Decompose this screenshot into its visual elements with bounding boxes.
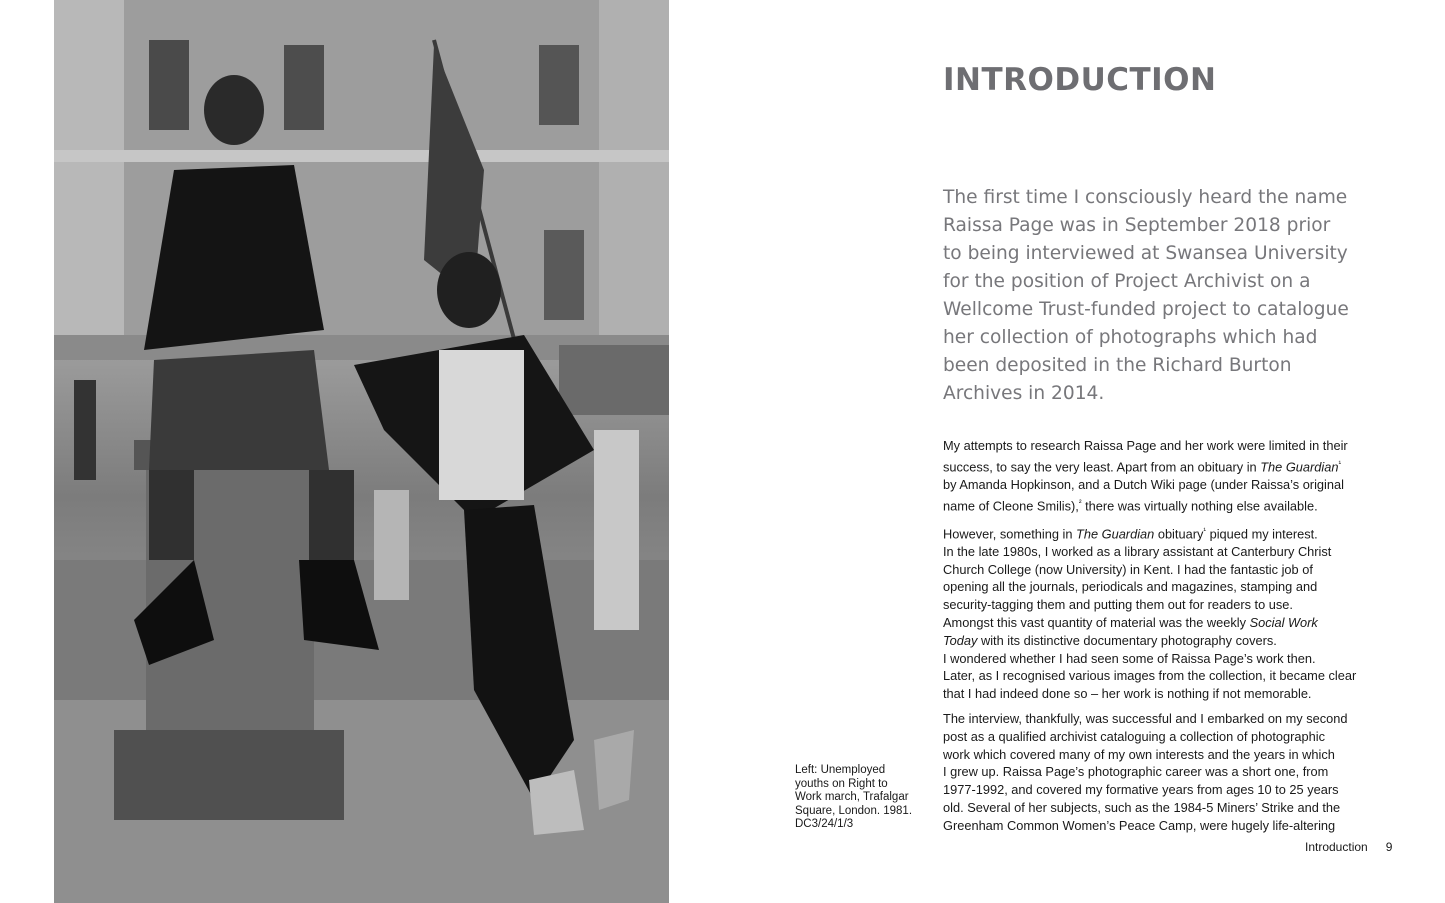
text-run: Church College (now University) in Kent. I had the fantastic job of bbox=[943, 561, 1313, 577]
footnote-ref: ¹ bbox=[1203, 525, 1207, 535]
body-line bbox=[943, 799, 1383, 817]
text-run: work which covered many of my own interests and the years in which bbox=[943, 746, 1335, 762]
body-line bbox=[943, 578, 1383, 596]
running-footer bbox=[1305, 840, 1392, 854]
body-line bbox=[943, 522, 1383, 543]
text-run: piqued my interest. bbox=[1206, 525, 1318, 541]
body-line bbox=[943, 596, 1383, 614]
photo-caption bbox=[795, 764, 915, 832]
lead-line: Archives in 2014. bbox=[943, 383, 1105, 404]
caption-line: youths on Right to bbox=[795, 777, 888, 790]
caption-line: Square, London. 1981. bbox=[795, 804, 913, 817]
text-run: security-tagging them and putting them out for readers to use. bbox=[943, 597, 1293, 613]
text-run: there was virtually nothing else available. bbox=[1081, 497, 1318, 513]
italic-text: The Guardian bbox=[1260, 459, 1339, 475]
text-run: However, something in bbox=[943, 525, 1077, 541]
photograph-illustration bbox=[54, 0, 669, 903]
text-run: old. Several of her subjects, such as the 1984-5 Miners’ Strike and the bbox=[943, 799, 1341, 815]
text-run: In the late 1980s, I worked as a library assistant at Canterbury Christ bbox=[943, 543, 1332, 559]
text-run: success, to say the very least. Apart from an obituary in bbox=[943, 459, 1261, 475]
body-line bbox=[943, 763, 1383, 781]
body-paragraph bbox=[943, 437, 1383, 515]
lead-line: The first time I consciously heard the name bbox=[943, 187, 1348, 208]
body-line bbox=[943, 543, 1383, 561]
body-line bbox=[943, 746, 1383, 764]
text-run: with its distinctive documentary photography covers. bbox=[977, 632, 1277, 648]
text-run: 1977-1992, and covered my formative years from ages 10 to 25 years bbox=[943, 782, 1339, 798]
text-run: Amongst this vast quantity of material was the weekly bbox=[943, 614, 1250, 630]
italic-text: The Guardian bbox=[1076, 525, 1155, 541]
body-line bbox=[943, 710, 1383, 728]
text-run: Greenham Common Women’s Peace Camp, were hugely life-altering bbox=[943, 817, 1336, 833]
lead-line: Wellcome Trust-funded project to catalogue bbox=[943, 299, 1349, 320]
body-line bbox=[943, 632, 1383, 650]
text-run: My attempts to research Raissa Page and her work were limited in their bbox=[943, 438, 1348, 453]
lead-line: her collection of photographs which had bbox=[943, 327, 1318, 348]
caption-line: Left: Unemployed bbox=[795, 764, 886, 776]
lead-line: Raissa Page was in September 2018 prior bbox=[943, 215, 1331, 236]
body-line bbox=[943, 437, 1383, 455]
text-run: opening all the journals, periodicals and magazines, stamping and bbox=[943, 579, 1318, 595]
text-run: I wondered whether I had seen some of Raissa Page’s work then. bbox=[943, 650, 1316, 666]
body-line bbox=[943, 561, 1383, 579]
lead-line: been deposited in the Richard Burton bbox=[943, 355, 1292, 376]
photograph bbox=[54, 0, 669, 903]
lead-line: to being interviewed at Swansea University bbox=[943, 243, 1348, 264]
italic-text: Today bbox=[943, 632, 978, 648]
body-text bbox=[943, 437, 1383, 842]
body-line bbox=[943, 817, 1383, 835]
page-title: INTRODUCTION bbox=[943, 62, 1217, 98]
body-line bbox=[943, 614, 1383, 632]
body-line bbox=[943, 685, 1383, 703]
text-run: Later, as I recognised various images from the collection, it became clear bbox=[943, 668, 1357, 684]
text-run: post as a qualified archivist cataloguing a collection of photographic bbox=[943, 728, 1326, 744]
body-paragraph bbox=[943, 710, 1383, 835]
body-line bbox=[943, 476, 1383, 494]
body-line bbox=[943, 728, 1383, 746]
footnote-ref: ² bbox=[1078, 497, 1082, 507]
page-number: 9 bbox=[1385, 840, 1393, 854]
caption-line: DC3/24/1/3 bbox=[795, 818, 854, 830]
caption-line: Work march, Trafalgar bbox=[795, 791, 909, 803]
footer-section-title: Introduction bbox=[1305, 840, 1368, 854]
lead-line: for the position of Project Archivist on a bbox=[943, 271, 1311, 292]
text-run: name of Cleone Smilis), bbox=[943, 497, 1079, 513]
footnote-ref: ¹ bbox=[1338, 458, 1342, 468]
body-line bbox=[943, 494, 1383, 515]
body-paragraph bbox=[943, 522, 1383, 703]
body-line bbox=[943, 455, 1383, 476]
italic-text: Social Work bbox=[1249, 614, 1318, 630]
text-run: I grew up. Raissa Page’s photographic career was a short one, from bbox=[943, 764, 1329, 780]
body-line bbox=[943, 650, 1383, 668]
text-run: The interview, thankfully, was successful and I embarked on my second bbox=[943, 710, 1348, 726]
text-run: obituary bbox=[1154, 525, 1204, 541]
lead-paragraph bbox=[943, 184, 1383, 408]
text-run: that I had indeed done so – her work is nothing if not memorable. bbox=[943, 686, 1312, 702]
body-line bbox=[943, 667, 1383, 685]
body-line bbox=[943, 781, 1383, 799]
text-run: by Amanda Hopkinson, and a Dutch Wiki page (under Raissa’s original bbox=[943, 476, 1344, 492]
